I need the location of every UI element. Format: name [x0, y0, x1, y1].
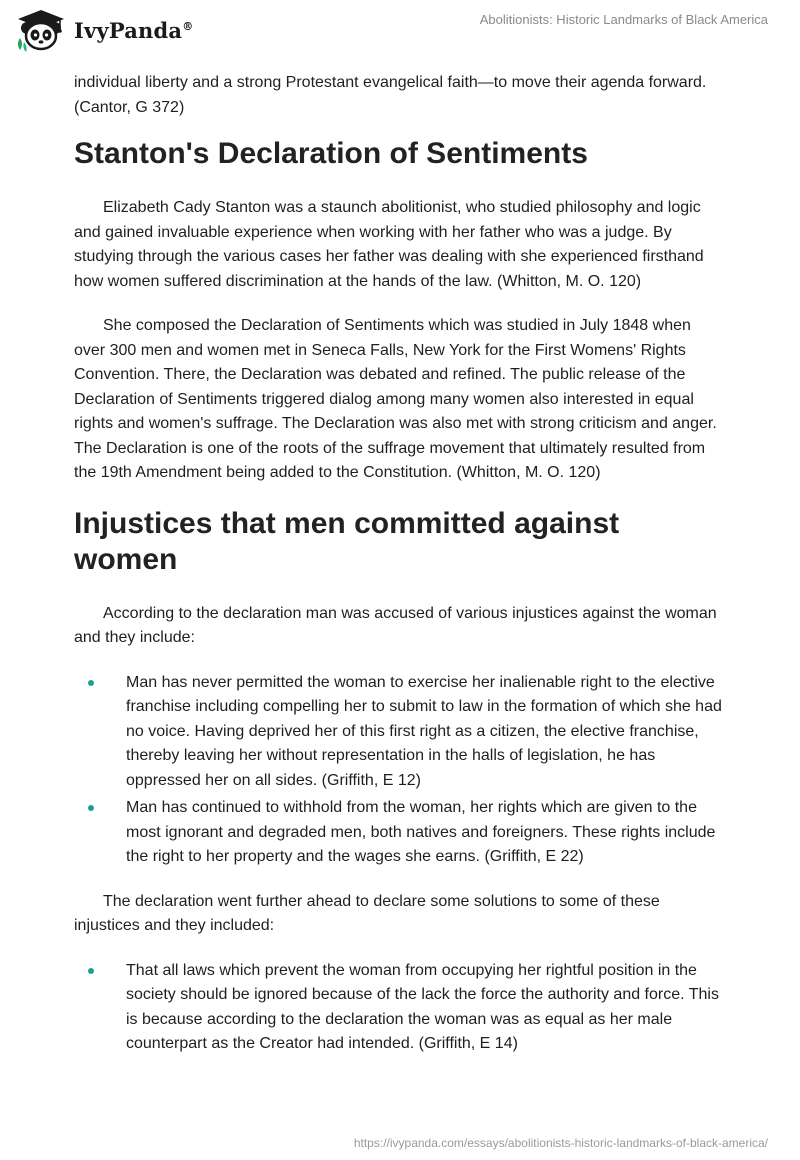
list-item-text: Man has never permitted the woman to exercise her inalienable right to the elective franchise including compelling her to submit to law in the formation of which she had no voice. Having deprived her of this first right as a citizen, the elective franchise, thereby leaving her without representation in the halls of legislation, he has oppressed her on all sides. (Griffith, E 12) — [126, 673, 722, 789]
list-item — [74, 959, 726, 1057]
document-title: Abolitionists: Historic Landmarks of Black America — [479, 12, 768, 27]
list-item-text: That all laws which prevent the woman from occupying her rightful position in the society should be ignored because of the lack the force the authority and force. This is because according to the declaration the woman was as equal as her male counterpart as the Creator had intended. (Griffith, E 14) — [126, 961, 719, 1052]
list-item — [74, 671, 726, 794]
solutions-list — [74, 959, 726, 1057]
section-heading-stanton: Stanton's Declaration of Sentiments — [74, 137, 588, 170]
bullet-dot-icon — [88, 680, 94, 686]
source-url[interactable]: https://ivypanda.com/essays/abolitionists-historic-landmarks-of-black-america/ — [353, 1136, 768, 1150]
bullet-dot-icon — [88, 805, 94, 811]
registered-mark: ® — [182, 19, 194, 33]
article-body — [74, 71, 726, 1077]
bullet-dot-icon — [88, 968, 94, 974]
paragraph-declaration: She composed the Declaration of Sentiments which was studied in July 1848 when over 300 men and women met in Seneca Falls, New York for the First Womens' Rights Convention. There, the Declaration was debated and refined. The public release of the Declaration of Sentiments triggered dialog among many women also interested in equal rights and women's suffrage. The Declaration was also met with strong criticism and anger. The Declaration is one of the roots of the suffrage movement that ultimately resulted from the 19th Amendment being added to the Constitution. (Whitton, M. O. 120) — [74, 317, 717, 481]
continuation-paragraph: individual liberty and a strong Protestant evangelical faith—to move their agenda forward.(Cantor, G 372) — [74, 74, 707, 116]
list-item-text: Man has continued to withhold from the woman, her rights which are given to the most ignorant and degraded men, both natives and foreigners. These rights include the right to her property and the wages she earns. (Griffith, E 22) — [126, 799, 716, 865]
list-item — [74, 796, 726, 870]
brand-name: IvyPanda® — [74, 17, 194, 43]
section-heading-injustices: Injustices that men committed against women — [74, 506, 620, 576]
ivypanda-logo[interactable] — [14, 8, 193, 52]
paragraph-stanton-bio: Elizabeth Cady Stanton was a staunch abolitionist, who studied philosophy and logic and gained invaluable experience when working with her father who was a judge. By studying through the various cases her father was dealing with she experienced firsthand how women suffered discrimination at the hands of the law. (Whitton, M. O. 120) — [74, 199, 704, 290]
panda-graduation-icon — [14, 8, 68, 52]
injustices-list — [74, 671, 726, 870]
paragraph-injustices-intro: According to the declaration man was accused of various injustices against the woman and they include: — [74, 604, 717, 646]
page-header — [0, 0, 800, 64]
paragraph-solutions-intro: The declaration went further ahead to declare some solutions to some of these injustices and they included: — [74, 892, 660, 934]
